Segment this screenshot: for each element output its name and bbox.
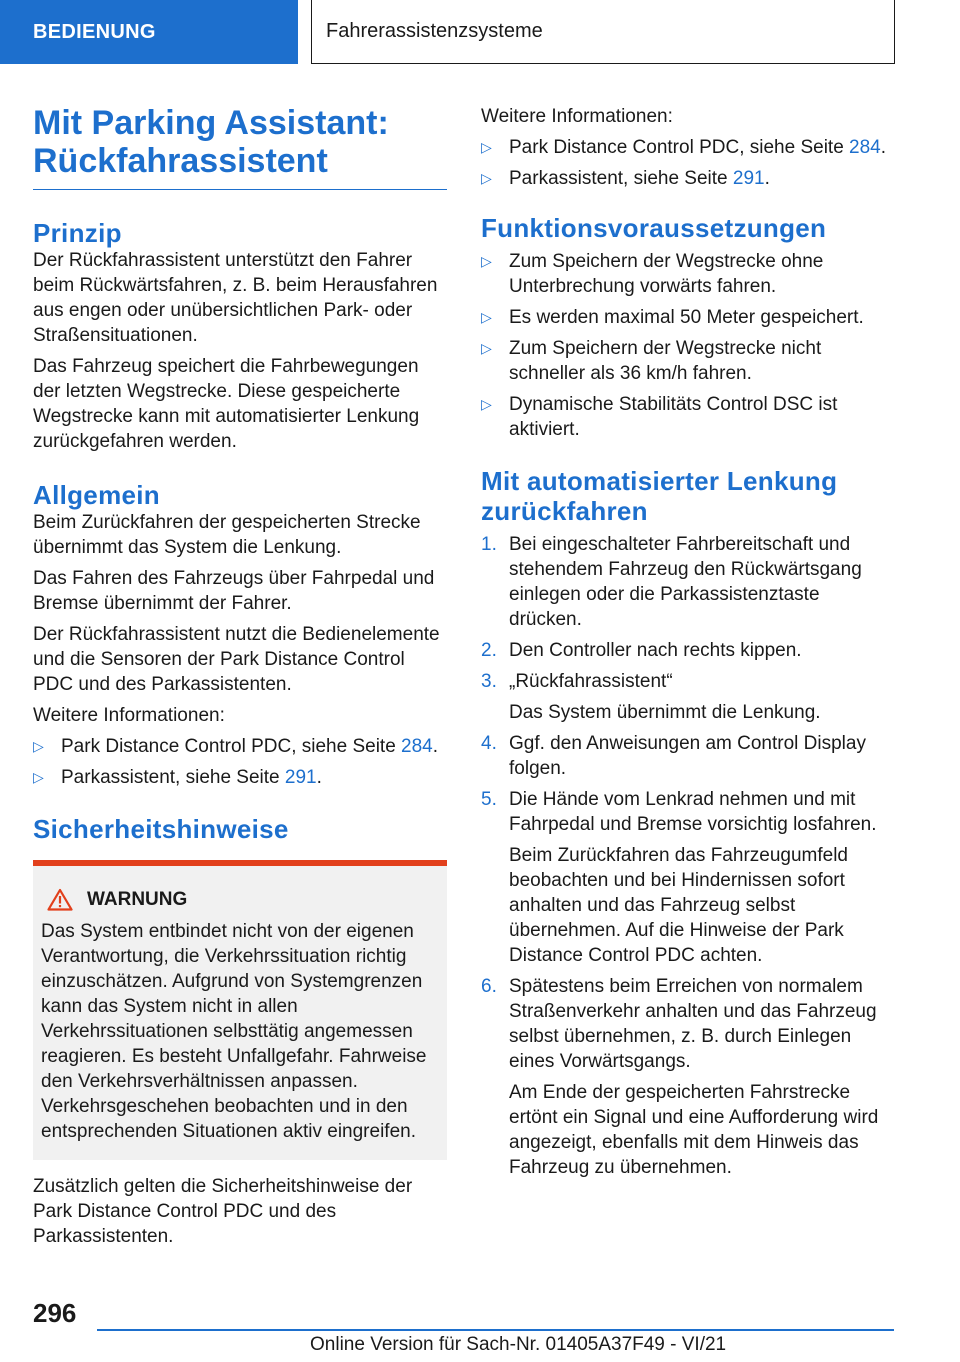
left-column xyxy=(33,98,447,1249)
paragraph: Zusätzlich gelten die Sicherheitshinweise der Park Distance Control PDC und des Parkassistenten. xyxy=(33,1176,413,1247)
list-item: 1. Bei eingeschalteter Fahrbereitschaft und stehendem Fahrzeug den Rückwärtsgang einlegen oder die Parkassistenztaste drücken. xyxy=(481,534,862,630)
paragraph: Weitere Informationen: xyxy=(481,106,673,127)
paragraph: Der Rückfahrassistent nutzt die Bedienelemente und die Sensoren der Park Distance Control PDC und des Parkassistenten. xyxy=(33,624,440,695)
list-item: 4. Ggf. den Anweisungen am Control Display folgen. xyxy=(481,733,866,779)
heading-prinzip: Prinzip xyxy=(33,218,122,248)
list-item: 5. Die Hände vom Lenkrad nehmen und mit Fahrpedal und Bremse vorsichtig losfahren. Beim Zurückfahren das Fahrzeugumfeld beobachten und bei Hindernissen sofort anhalten und das Fahrzeug selbst übernehmen. Auf die Hinweise der Park Distance Control PDC achten. xyxy=(481,789,877,966)
chapter-header xyxy=(311,0,895,64)
warning-header xyxy=(41,888,439,911)
page-number: 296 xyxy=(33,1298,77,1328)
list-item: ▷ Parkassistent, siehe Seite 291. xyxy=(33,767,322,788)
page-link[interactable]: 284 xyxy=(401,736,433,757)
step-list xyxy=(481,532,895,1180)
reference-list xyxy=(481,135,895,191)
right-column xyxy=(481,104,895,1186)
warning-label: WARNUNG xyxy=(87,888,188,910)
list-item: ▷ Zum Speichern der Wegstrecke nicht schneller als 36 km/h fahren. xyxy=(481,338,822,384)
triangle-bullet-icon: ▷ xyxy=(481,170,492,186)
footer-text: Online Version für Sach-Nr. 01405A37F49 - VI/21 xyxy=(310,1334,727,1355)
paragraph: Beim Zurückfahren der gespeicherten Strecke übernimmt das System die Lenkung. xyxy=(33,512,421,558)
triangle-bullet-icon: ▷ xyxy=(481,253,492,269)
footer-divider xyxy=(97,1329,894,1331)
list-item: ▷ Es werden maximal 50 Meter gespeichert. xyxy=(481,307,864,328)
chapter-label: Fahrerassistenzsysteme xyxy=(326,20,543,42)
triangle-bullet-icon: ▷ xyxy=(481,396,492,412)
list-item: 6. Spätestens beim Erreichen von normalem Straßenverkehr anhalten und das Fahrzeug selbst übernehmen, z. B. durch Einlegen eines Vorwärtsgangs. Am Ende der gespeicherten Fahrstrecke ertönt ein Signal und eine Aufforderung wird angezeigt, ebenfalls mit dem Hinweis das Fahrzeug zu übernehmen. xyxy=(481,976,879,1178)
heading-funktionsvoraussetzungen: Funktionsvoraussetzungen xyxy=(481,213,827,243)
list-item: ▷ Parkassistent, siehe Seite 291. xyxy=(481,168,770,189)
paragraph: Das Fahren des Fahrzeugs über Fahrpedal und Bremse übernimmt der Fahrer. xyxy=(33,568,435,614)
list-item: ▷ Zum Speichern der Wegstrecke ohne Unterbrechung vorwärts fahren. xyxy=(481,251,824,297)
triangle-bullet-icon: ▷ xyxy=(33,738,44,754)
warning-triangle-icon xyxy=(47,888,73,911)
warning-box xyxy=(33,860,447,1160)
paragraph: Der Rückfahrassistent unterstützt den Fahrer beim Rückwärtsfahren, z. B. beim Herausfahren aus engen oder unübersichtlichen Park- oder Straßensituationen. xyxy=(33,250,438,346)
triangle-bullet-icon: ▷ xyxy=(481,340,492,356)
paragraph: Das Fahrzeug speichert die Fahrbewegungen der letzten Wegstrecke. Diese gespeicherte Wegstrecke kann mit automatisierter Lenkung zurückgefahren werden. xyxy=(33,356,420,452)
section-tab xyxy=(0,0,298,64)
page-link[interactable]: 291 xyxy=(732,168,765,189)
page-link[interactable]: 284 xyxy=(849,137,881,158)
paragraph: Weitere Informationen: xyxy=(33,705,225,726)
heading-sicherheit: Sicherheitshinweise xyxy=(33,814,289,844)
list-item: ▷ Dynamische Stabilitäts Control DSC ist aktiviert. xyxy=(481,394,838,440)
heading-allgemein: Allgemein xyxy=(33,480,160,510)
requirement-list xyxy=(481,249,895,442)
triangle-bullet-icon: ▷ xyxy=(481,139,492,155)
heading-lenkung: Mit automatisierter Lenkung zurückfahren xyxy=(481,466,838,526)
reference-list xyxy=(33,734,447,790)
section-label: BEDIENUNG xyxy=(33,20,156,43)
list-item: 3. „Rückfahrassistent“ Das System übernimmt die Lenkung. xyxy=(481,671,821,723)
triangle-bullet-icon: ▷ xyxy=(33,769,44,785)
triangle-bullet-icon: ▷ xyxy=(481,309,492,325)
list-item: ▷ Park Distance Control PDC, siehe Seite 284. xyxy=(481,137,887,158)
list-item: ▷ Park Distance Control PDC, siehe Seite 284. xyxy=(33,736,439,757)
warning-text: Das System entbindet nicht von der eigenen Verantwortung, die Verkehrssituation richtig einzuschätzen. Aufgrund von Systemgrenzen kann das System nicht in allen Verkehrssituationen selbsttätig angemessen reagieren. Es besteht Unfallgefahr. Fahrweise den Verkehrsverhältnissen anpassen. Verkehrsgeschehen beobachten und in den entsprechenden Situationen aktiv eingreifen. xyxy=(41,921,427,1142)
list-item: 2. Den Controller nach rechts kippen. xyxy=(481,640,802,661)
page-link[interactable]: 291 xyxy=(284,767,317,788)
page-title: Mit Parking Assistant: Rückfahrassistent xyxy=(33,98,447,190)
